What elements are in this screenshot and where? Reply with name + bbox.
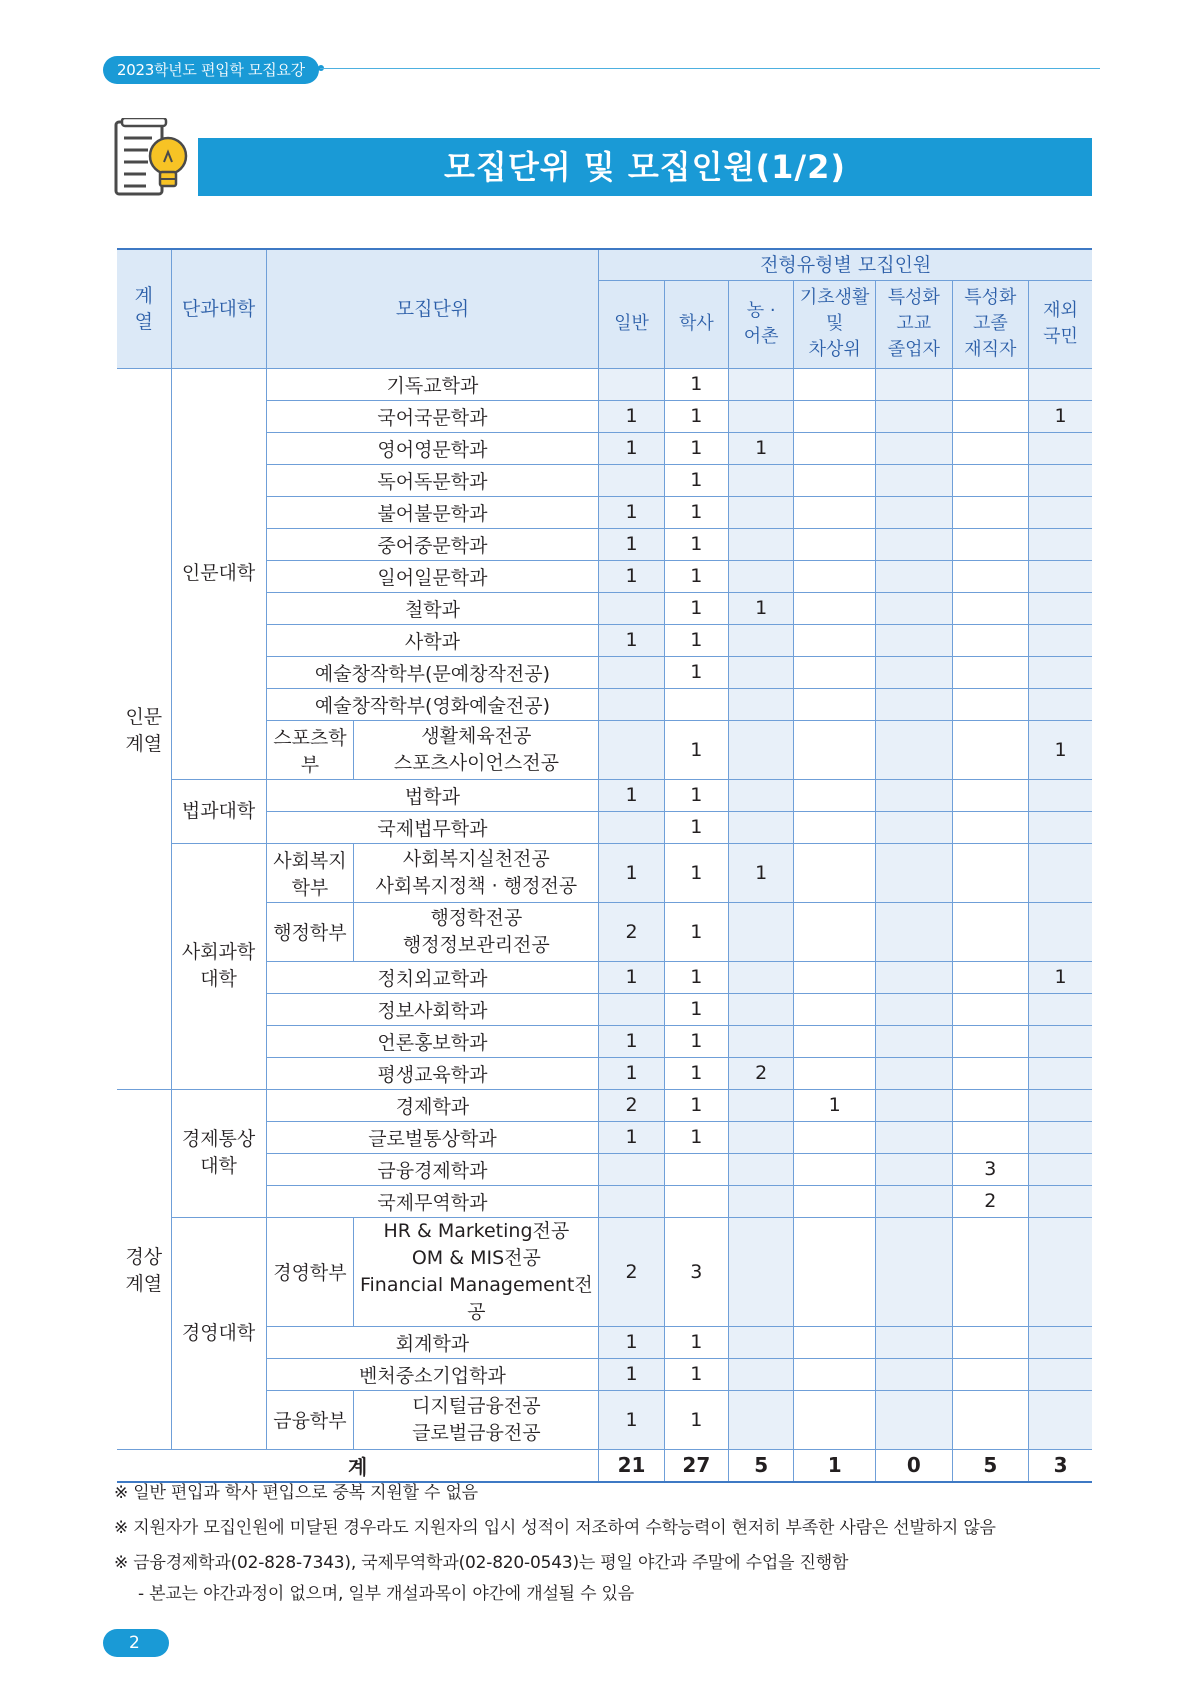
value-cell [729, 464, 794, 496]
value-cell [1029, 1153, 1092, 1185]
value-cell [599, 993, 664, 1025]
unit-cell: 기독교학과 [266, 368, 599, 400]
value-cell [876, 1121, 953, 1153]
value-cell [729, 1185, 794, 1217]
value-cell: 3 [952, 1153, 1029, 1185]
total-value: 3 [1029, 1449, 1092, 1482]
subdivision-cell: 사회복지학부 [266, 843, 354, 902]
value-cell: 3 [664, 1217, 728, 1326]
value-cell [1029, 1185, 1092, 1217]
value-cell [794, 811, 876, 843]
value-cell [794, 400, 876, 432]
value-cell [599, 811, 664, 843]
unit-cell: 벤처중소기업학과 [266, 1358, 599, 1390]
value-cell [876, 811, 953, 843]
value-cell [876, 1185, 953, 1217]
college-cell: 경제통상 대학 [171, 1089, 266, 1217]
value-cell: 1 [599, 1121, 664, 1153]
value-cell [729, 993, 794, 1025]
value-cell [1029, 993, 1092, 1025]
value-cell [876, 843, 953, 902]
value-cell: 1 [599, 1390, 664, 1449]
value-cell [664, 1185, 728, 1217]
value-cell [1029, 592, 1092, 624]
subdivision-cell: 경영학부 [266, 1217, 354, 1326]
value-cell [952, 902, 1029, 961]
unit-cell: 행정학전공 행정정보관리전공 [354, 902, 599, 961]
value-cell [876, 1025, 953, 1057]
unit-cell: 생활체육전공 스포츠사이언스전공 [354, 720, 599, 779]
value-cell: 1 [664, 528, 728, 560]
value-cell [599, 688, 664, 720]
value-cell [794, 1390, 876, 1449]
value-cell: 1 [599, 779, 664, 811]
unit-cell: 국제법무학과 [266, 811, 599, 843]
unit-cell: 법학과 [266, 779, 599, 811]
value-cell [729, 1121, 794, 1153]
value-cell [952, 961, 1029, 993]
value-cell [794, 496, 876, 528]
value-cell [794, 1326, 876, 1358]
value-cell [876, 1153, 953, 1185]
table-row [117, 368, 1092, 400]
header-col: 특성화 고교 졸업자 [876, 280, 953, 368]
header-badge: 2023학년도 편입학 모집요강 [103, 56, 319, 84]
value-cell [729, 400, 794, 432]
page-title: 모집단위 및 모집인원(1/2) [198, 138, 1092, 196]
value-cell [876, 1057, 953, 1089]
value-cell [599, 368, 664, 400]
value-cell [794, 1217, 876, 1326]
value-cell [876, 720, 953, 779]
value-cell [794, 993, 876, 1025]
series-cell: 경상 계열 [117, 1089, 171, 1449]
value-cell [952, 400, 1029, 432]
unit-cell: 사회복지실천전공 사회복지정책 · 행정전공 [354, 843, 599, 902]
value-cell [729, 560, 794, 592]
value-cell [729, 496, 794, 528]
value-cell [1029, 496, 1092, 528]
value-cell: 1 [664, 656, 728, 688]
value-cell: 1 [599, 1025, 664, 1057]
value-cell [794, 779, 876, 811]
value-cell [876, 779, 953, 811]
value-cell: 1 [1029, 720, 1092, 779]
value-cell [794, 1025, 876, 1057]
value-cell [729, 624, 794, 656]
college-cell: 경영대학 [171, 1217, 266, 1449]
value-cell [794, 1057, 876, 1089]
value-cell: 1 [599, 560, 664, 592]
value-cell [729, 1025, 794, 1057]
value-cell [952, 1025, 1029, 1057]
value-cell: 1 [664, 720, 728, 779]
note-item: ※ 금융경제학과(02-828-7343), 국제무역학과(02-820-0543)는 평일 야간과 주말에 수업을 진행함 [114, 1553, 849, 1573]
value-cell [1029, 1358, 1092, 1390]
total-value: 5 [729, 1449, 794, 1482]
value-cell: 1 [664, 1089, 728, 1121]
college-cell: 법과대학 [171, 779, 266, 843]
value-cell [1029, 843, 1092, 902]
value-cell [794, 368, 876, 400]
unit-cell: HR & Marketing전공 OM & MIS전공 Financial Management전공 [354, 1217, 599, 1326]
value-cell [1029, 811, 1092, 843]
value-cell: 1 [664, 993, 728, 1025]
value-cell [952, 811, 1029, 843]
value-cell: 1 [599, 432, 664, 464]
value-cell [794, 1121, 876, 1153]
value-cell [794, 560, 876, 592]
value-cell [952, 779, 1029, 811]
unit-cell: 정치외교학과 [266, 961, 599, 993]
subdivision-cell: 행정학부 [266, 902, 354, 961]
value-cell [876, 432, 953, 464]
unit-cell: 언론홍보학과 [266, 1025, 599, 1057]
value-cell [794, 688, 876, 720]
value-cell: 1 [664, 560, 728, 592]
value-cell [729, 1089, 794, 1121]
value-cell [952, 1390, 1029, 1449]
value-cell: 1 [664, 843, 728, 902]
value-cell [1029, 368, 1092, 400]
value-cell: 1 [664, 811, 728, 843]
unit-cell: 평생교육학과 [266, 1057, 599, 1089]
value-cell [952, 656, 1029, 688]
value-cell: 1 [664, 400, 728, 432]
value-cell: 1 [599, 624, 664, 656]
value-cell: 1 [664, 1326, 728, 1358]
value-cell [1029, 528, 1092, 560]
value-cell [664, 1153, 728, 1185]
value-cell [1029, 1390, 1092, 1449]
value-cell [729, 1390, 794, 1449]
unit-cell: 국제무역학과 [266, 1185, 599, 1217]
value-cell [599, 720, 664, 779]
value-cell: 1 [664, 592, 728, 624]
value-cell: 1 [664, 368, 728, 400]
value-cell [952, 1326, 1029, 1358]
header-col: 농 · 어촌 [729, 280, 794, 368]
value-cell: 1 [599, 1358, 664, 1390]
unit-cell: 경제학과 [266, 1089, 599, 1121]
value-cell [794, 1185, 876, 1217]
value-cell: 1 [599, 1326, 664, 1358]
value-cell [952, 688, 1029, 720]
value-cell [952, 1057, 1029, 1089]
value-cell [794, 464, 876, 496]
college-cell: 인문대학 [171, 368, 266, 779]
value-cell [952, 624, 1029, 656]
unit-cell: 일어일문학과 [266, 560, 599, 592]
unit-cell: 국어국문학과 [266, 400, 599, 432]
total-value: 21 [599, 1449, 664, 1482]
unit-cell: 불어불문학과 [266, 496, 599, 528]
value-cell [794, 902, 876, 961]
value-cell [794, 720, 876, 779]
value-cell: 2 [599, 1217, 664, 1326]
header-unit: 모집단위 [266, 249, 599, 368]
unit-cell: 철학과 [266, 592, 599, 624]
value-cell: 1 [664, 961, 728, 993]
value-cell [876, 592, 953, 624]
value-cell: 1 [664, 1057, 728, 1089]
value-cell [729, 961, 794, 993]
value-cell [1029, 1217, 1092, 1326]
value-cell [729, 779, 794, 811]
header-col: 기초생활 및 차상위 [794, 280, 876, 368]
recruitment-table [117, 248, 1092, 1483]
value-cell [876, 688, 953, 720]
value-cell [729, 656, 794, 688]
value-cell [952, 432, 1029, 464]
value-cell [876, 1390, 953, 1449]
value-cell [1029, 779, 1092, 811]
value-cell: 1 [664, 1025, 728, 1057]
value-cell: 1 [664, 1390, 728, 1449]
value-cell [952, 1089, 1029, 1121]
value-cell: 2 [952, 1185, 1029, 1217]
value-cell [1029, 1025, 1092, 1057]
value-cell [952, 1121, 1029, 1153]
value-cell: 1 [599, 528, 664, 560]
value-cell [729, 368, 794, 400]
value-cell [1029, 1121, 1092, 1153]
value-cell [1029, 656, 1092, 688]
total-value: 1 [794, 1449, 876, 1482]
series-cell: 인문 계열 [117, 368, 171, 1089]
value-cell [952, 368, 1029, 400]
table-body [117, 368, 1092, 1482]
document-lightbulb-icon [112, 118, 202, 200]
unit-cell: 예술창작학부(영화예술전공) [266, 688, 599, 720]
value-cell [1029, 432, 1092, 464]
total-value: 5 [952, 1449, 1029, 1482]
value-cell [1029, 902, 1092, 961]
value-cell: 2 [729, 1057, 794, 1089]
value-cell: 1 [599, 400, 664, 432]
value-cell [876, 1089, 953, 1121]
value-cell: 1 [664, 624, 728, 656]
value-cell: 1 [729, 592, 794, 624]
unit-cell: 독어독문학과 [266, 464, 599, 496]
value-cell: 1 [599, 961, 664, 993]
value-cell [729, 1326, 794, 1358]
value-cell [794, 1358, 876, 1390]
unit-cell: 글로벌통상학과 [266, 1121, 599, 1153]
value-cell [794, 961, 876, 993]
value-cell [876, 368, 953, 400]
header-group: 전형유형별 모집인원 [599, 249, 1092, 280]
header-col: 재외 국민 [1029, 280, 1092, 368]
value-cell [1029, 1326, 1092, 1358]
value-cell [1029, 1057, 1092, 1089]
value-cell [876, 656, 953, 688]
value-cell: 1 [664, 1121, 728, 1153]
value-cell [664, 688, 728, 720]
value-cell: 1 [1029, 400, 1092, 432]
value-cell [1029, 560, 1092, 592]
value-cell [729, 1358, 794, 1390]
total-value: 0 [876, 1449, 953, 1482]
value-cell [952, 1358, 1029, 1390]
value-cell [1029, 1089, 1092, 1121]
page-number: 2 [103, 1629, 169, 1657]
unit-cell: 금융경제학과 [266, 1153, 599, 1185]
value-cell [599, 464, 664, 496]
value-cell [729, 528, 794, 560]
value-cell [876, 560, 953, 592]
value-cell [729, 1153, 794, 1185]
table-row [117, 1217, 1092, 1326]
value-cell [876, 1326, 953, 1358]
table-row [117, 1089, 1092, 1121]
table-row [117, 843, 1092, 902]
value-cell [952, 592, 1029, 624]
college-cell: 사회과학 대학 [171, 843, 266, 1089]
value-cell: 1 [599, 843, 664, 902]
value-cell [876, 993, 953, 1025]
value-cell [952, 993, 1029, 1025]
value-cell: 1 [664, 1358, 728, 1390]
value-cell [952, 843, 1029, 902]
total-value: 27 [664, 1449, 728, 1482]
unit-cell: 사학과 [266, 624, 599, 656]
value-cell [952, 496, 1029, 528]
value-cell [876, 1358, 953, 1390]
value-cell: 1 [729, 432, 794, 464]
value-cell [794, 656, 876, 688]
value-cell: 2 [599, 1089, 664, 1121]
unit-cell: 중어중문학과 [266, 528, 599, 560]
value-cell: 1 [664, 779, 728, 811]
value-cell: 1 [664, 496, 728, 528]
header-col: 학사 [664, 280, 728, 368]
value-cell [876, 400, 953, 432]
value-cell [599, 592, 664, 624]
value-cell [1029, 464, 1092, 496]
unit-cell: 회계학과 [266, 1326, 599, 1358]
unit-cell: 정보사회학과 [266, 993, 599, 1025]
value-cell: 2 [599, 902, 664, 961]
value-cell: 1 [794, 1089, 876, 1121]
value-cell: 1 [664, 902, 728, 961]
value-cell [876, 464, 953, 496]
value-cell [794, 592, 876, 624]
value-cell [876, 624, 953, 656]
value-cell [952, 560, 1029, 592]
note-item: ※ 지원자가 모집인원에 미달된 경우라도 지원자의 입시 성적이 저조하여 수학능력이 현저히 부족한 사람은 선발하지 않음 [114, 1518, 996, 1538]
value-cell [729, 688, 794, 720]
value-cell [952, 528, 1029, 560]
header-divider [320, 68, 1100, 69]
value-cell: 1 [664, 432, 728, 464]
notes [114, 1476, 996, 1612]
value-cell [794, 624, 876, 656]
value-cell [952, 720, 1029, 779]
unit-cell: 영어영문학과 [266, 432, 599, 464]
value-cell [794, 432, 876, 464]
value-cell [876, 961, 953, 993]
total-label: 계 [117, 1449, 599, 1482]
value-cell [599, 1153, 664, 1185]
value-cell: 1 [599, 496, 664, 528]
value-cell [599, 1185, 664, 1217]
value-cell [876, 1217, 953, 1326]
subdivision-cell: 금융학부 [266, 1390, 354, 1449]
value-cell: 1 [1029, 961, 1092, 993]
value-cell [794, 528, 876, 560]
value-cell [729, 1217, 794, 1326]
unit-cell: 디지털금융전공 글로벌금융전공 [354, 1390, 599, 1449]
note-item: ※ 일반 편입과 학사 편입으로 중복 지원할 수 없음 [114, 1483, 478, 1503]
unit-cell: 예술창작학부(문예창작전공) [266, 656, 599, 688]
value-cell [1029, 688, 1092, 720]
value-cell [952, 464, 1029, 496]
value-cell [794, 1153, 876, 1185]
value-cell [1029, 624, 1092, 656]
value-cell: 1 [599, 1057, 664, 1089]
header-college: 단과대학 [171, 249, 266, 368]
table-row [117, 779, 1092, 811]
header-col: 특성화 고졸 재직자 [952, 280, 1029, 368]
value-cell [729, 902, 794, 961]
note-item: - 본교는 야간과정이 없으며, 일부 개설과목이 야간에 개설될 수 있음 [138, 1584, 634, 1604]
value-cell [876, 528, 953, 560]
value-cell: 1 [664, 464, 728, 496]
value-cell [729, 720, 794, 779]
value-cell: 1 [729, 843, 794, 902]
value-cell [729, 811, 794, 843]
value-cell [952, 1217, 1029, 1326]
header-series: 계 열 [117, 249, 171, 368]
value-cell [794, 843, 876, 902]
value-cell [876, 902, 953, 961]
value-cell [876, 496, 953, 528]
header-col: 일반 [599, 280, 664, 368]
value-cell [599, 656, 664, 688]
subdivision-cell: 스포츠학부 [266, 720, 354, 779]
